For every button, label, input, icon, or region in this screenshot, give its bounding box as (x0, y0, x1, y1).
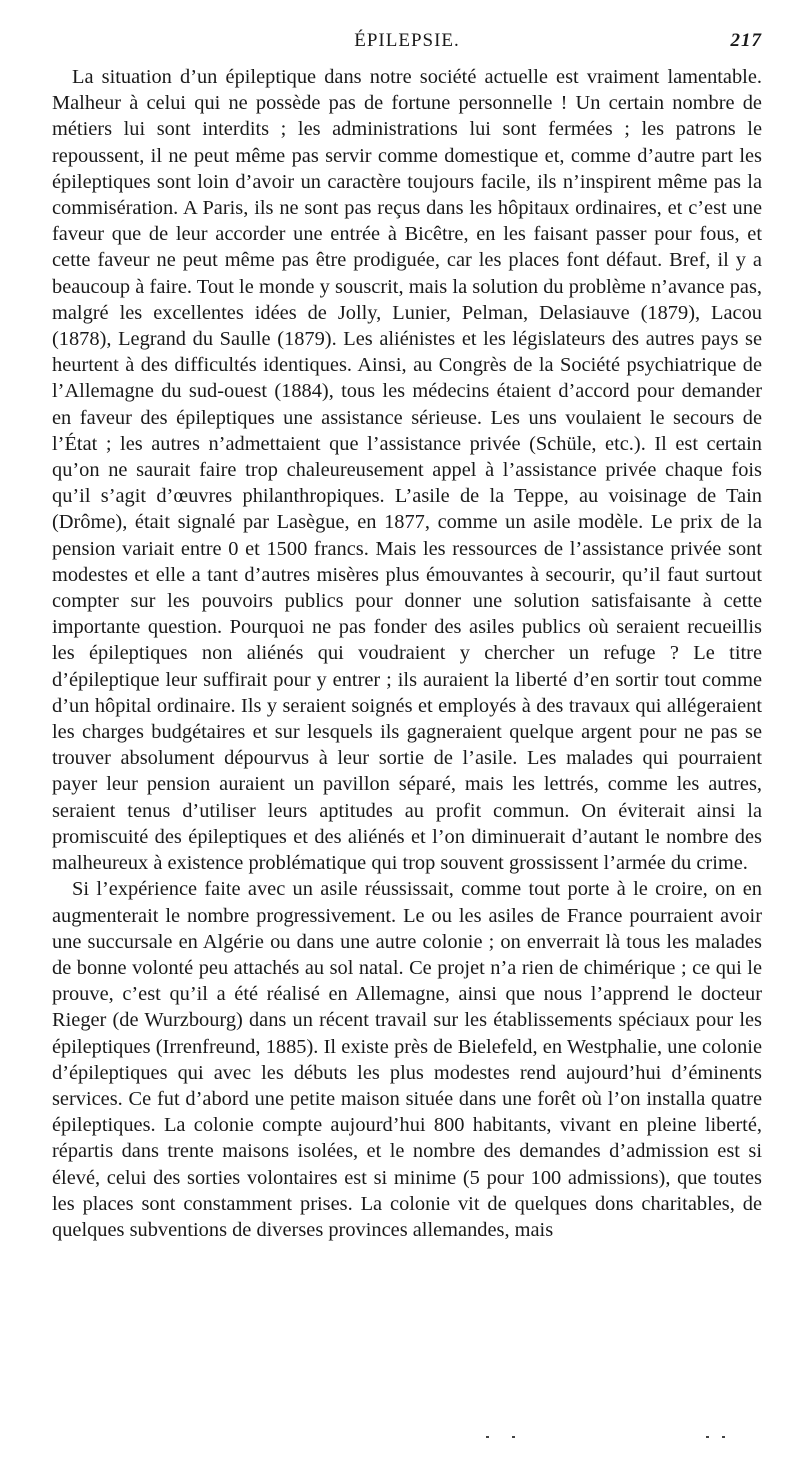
scan-speck (512, 1436, 515, 1438)
scan-speck (706, 1436, 709, 1438)
scan-specks (0, 1436, 800, 1446)
scan-speck (722, 1436, 725, 1438)
running-head (52, 30, 762, 58)
running-title: ÉPILEPSIE. (354, 30, 460, 51)
text-body (52, 64, 762, 1243)
scan-speck (486, 1436, 489, 1438)
paragraph-experience: Si l’expérience faite avec un asile réussissait, comme tout porte à le croire, on en augmenterait le nombre progressivement. Le ou les asiles de France pourraient avoir une succursale en Algérie ou dans une autre colonie ; on enverrait là tous les malades de bonne volonté peu attachés au sol natal. Ce projet n’a rien de chimérique ; ce qui le prouve, c’est qu’il a été réalisé en Allemagne, ainsi que nous l’apprend le docteur Rieger (de Wurzbourg) dans un récent travail sur les établissements spéciaux pour les épileptiques (Irrenfreund, 1885). Il existe près de Bielefeld, en Westphalie, une colonie d’épileptiques qui avec les débuts les plus modestes rend aujourd’hui d’éminents services. Ce fut d’abord une petite maison située dans une forêt où l’on installa quatre épileptiques. La colonie compte aujourd’hui 800 habitants, vivant en pleine liberté, répartis dans trente maisons isolées, et le nombre des demandes d’admission est si élevé, celui des sorties volontaires est si minime (5 pour 100 admissions), que toutes les places sont constamment prises. La colonie vit de quelques dons charitables, de quelques subventions de diverses provinces allemandes, mais (52, 878, 762, 1241)
page-number: 217 (730, 30, 762, 51)
paragraph-situation: La situation d’un épileptique dans notre société actuelle est vraiment lamentable. Malheur à celui qui ne possède pas de fortune personnelle ! Un certain nombre de métiers lui sont interdits ; les administrations lui sont fermées ; les patrons le repoussent, il ne peut même pas servir comme domestique et, comme d’autre part les épileptiques sont loin d’avoir un caractère toujours facile, ils n’inspirent même pas la commisération. A Paris, ils ne sont pas reçus dans les hôpitaux ordinaires, et c’est une faveur que de leur accorder une entrée à Bicêtre, en les faisant passer pour fous, et cette faveur ne peut même pas être prodiguée, car les places font défaut. Bref, il y a beaucoup à faire. Tout le monde y souscrit, mais la solution du problème n’avance pas, malgré les excellentes idées de Jolly, Lunier, Pelman, Delasiauve (1879), Lacou (1878), Legrand du Saulle (1879). Les aliénistes et les législateurs des autres pays se heurtent à des difficultés identiques. Ainsi, au Congrès de la Société psychiatrique de l’Allemagne du sud-ouest (1884), tous les médecins étaient d’accord pour demander en faveur des épileptiques une assistance sérieuse. Les uns voulaient le secours de l’État ; les autres n’admettaient que l’assistance privée (Schüle, etc.). Il est certain qu’on ne saurait faire trop chaleureusement appel à l’assistance privée chaque fois qu’il s’agit d’œuvres philanthropiques. L’asile de la Teppe, au voisinage de Tain (Drôme), était signalé par Lasègue, en 1877, comme un asile modèle. Le prix de la pension variait entre 0 et 1500 francs. Mais les ressources de l’assistance privée sont modestes et elle a tant d’autres misères plus émouvantes à secourir, qu’il faut surtout compter sur les pouvoirs publics pour donner une solution satisfaisante à cette importante question. Pourquoi ne pas fonder des asiles publics où seraient recueillis les épileptiques non aliénés qui voudraient y chercher un refuge ? Le titre d’épileptique leur suffirait pour y entrer ; ils auraient la liberté d’en sortir tout comme d’un hôpital ordinaire. Ils y seraient soignés et employés à des travaux qui allégeraient les charges budgétaires et sur lesquels ils gagneraient quelque argent pour ne pas se trouver absolument dépourvus à leur sortie de l’asile. Les malades qui pourraient payer leur pension auraient un pavillon séparé, mais les lettrés, comme les autres, seraient tenus d’utiliser leurs aptitudes au profit commun. On éviterait ainsi la promiscuité des épileptiques et des aliénés et l’on diminuerait d’autant le nombre des malheureux à existence problématique qui trop souvent grossissent l’armée du crime. (52, 66, 762, 875)
